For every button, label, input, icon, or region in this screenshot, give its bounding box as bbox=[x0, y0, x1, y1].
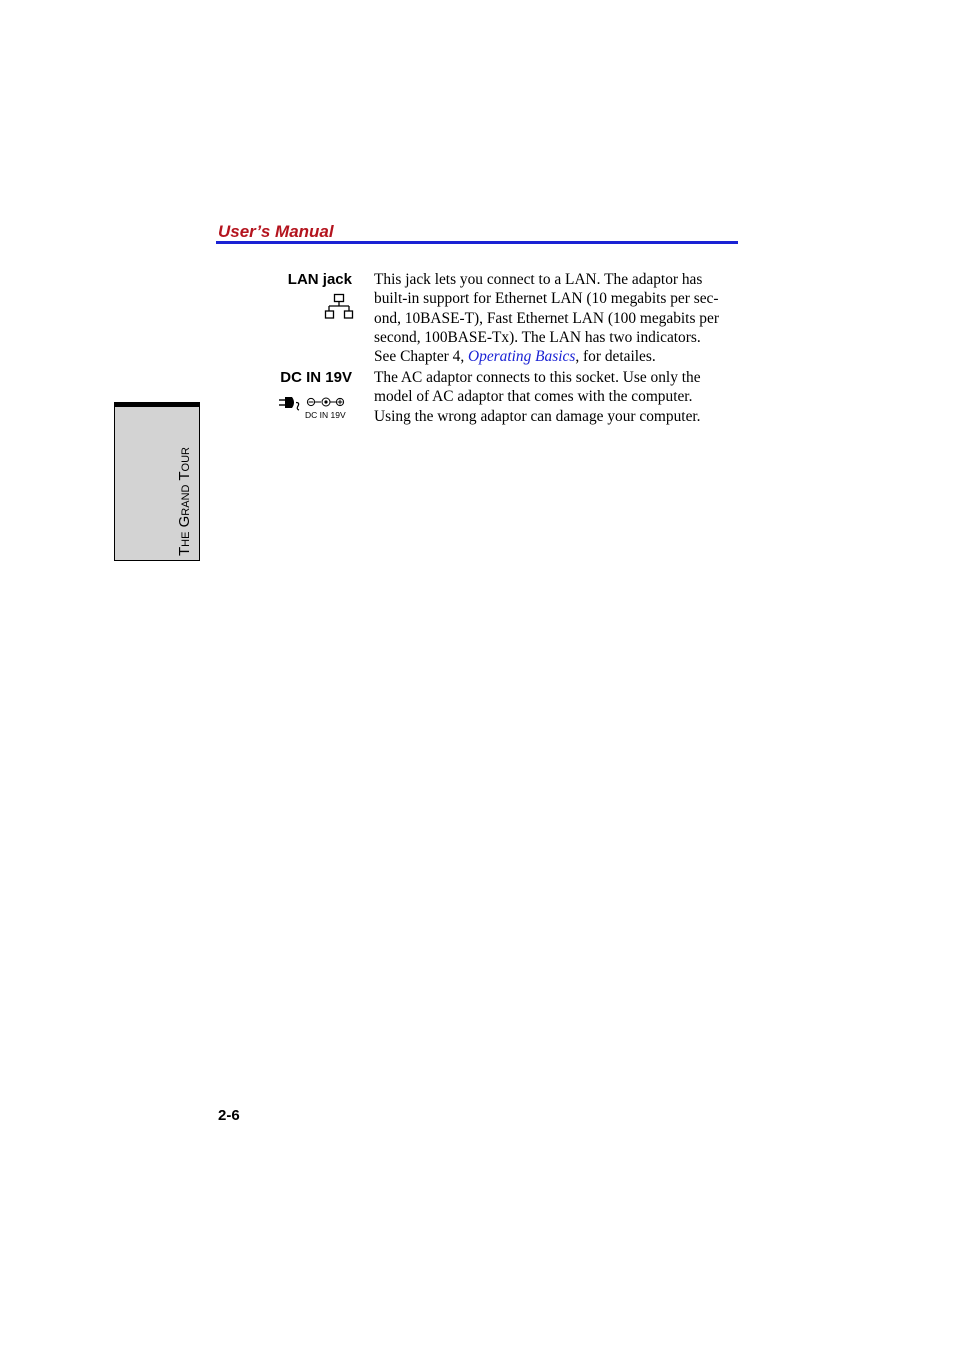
dc-icon-caption: DC IN 19V bbox=[305, 410, 346, 420]
text-span: See Chapter 4, bbox=[374, 348, 469, 366]
side-tab-label bbox=[175, 403, 195, 556]
header-rule bbox=[216, 241, 738, 244]
description-line: second, 100BASE-Tx). The LAN has two indicators. bbox=[374, 328, 701, 346]
side-tab bbox=[114, 402, 200, 561]
side-tab-label-part: T bbox=[176, 546, 193, 556]
page-number: 2-6 bbox=[218, 1107, 240, 1124]
description-line: Using the wrong adaptor can damage your computer. bbox=[374, 407, 701, 425]
description-line: ond, 10BASE-T), Fast Ethernet LAN (100 megabits per bbox=[374, 309, 719, 327]
description-line: This jack lets you connect to a LAN. The adaptor has bbox=[374, 271, 703, 288]
entry-term-dc-in: DC IN 19V bbox=[280, 369, 352, 386]
side-tab-label-part: T bbox=[176, 471, 193, 485]
entry-description-dc-in bbox=[374, 368, 744, 426]
side-tab-label-part: G bbox=[176, 515, 193, 532]
operating-basics-link[interactable]: Operating Basics bbox=[468, 348, 576, 366]
description-line: The AC adaptor connects to this socket. Use only the bbox=[374, 369, 701, 386]
description-line: model of AC adaptor that comes with the computer. bbox=[374, 388, 693, 406]
text-span: , for detailes. bbox=[575, 348, 656, 366]
side-tab-label-part: HE bbox=[180, 531, 192, 547]
header-title: User’s Manual bbox=[218, 222, 334, 241]
entry-term-lan-jack: LAN jack bbox=[287, 271, 352, 288]
description-line: built-in support for Ethernet LAN (10 megabits per sec- bbox=[374, 290, 719, 308]
description-line bbox=[374, 347, 744, 366]
entry-description-lan-jack bbox=[374, 270, 744, 366]
side-tab-label-part: RAND bbox=[180, 484, 192, 516]
lan-network-icon bbox=[324, 293, 354, 326]
side-tab-label-part: OUR bbox=[180, 447, 192, 472]
